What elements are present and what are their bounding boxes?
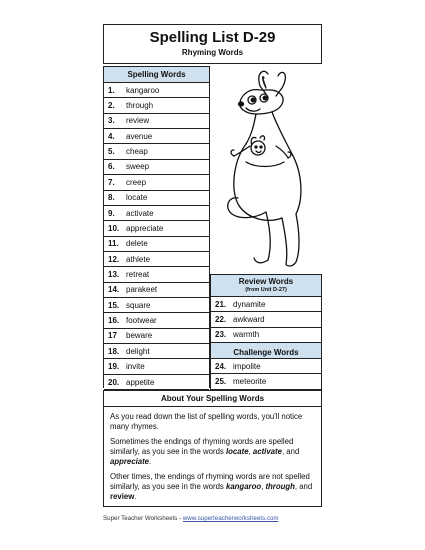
- list-item: [104, 206, 209, 221]
- item-number: 23.: [215, 330, 227, 340]
- about-box: [103, 390, 322, 507]
- item-word: dynamite: [233, 299, 266, 309]
- spelling-words-list: [104, 83, 209, 390]
- example-word: review: [110, 492, 135, 501]
- list-item: [104, 313, 209, 328]
- list-item: [104, 237, 209, 252]
- item-word: kangaroo: [126, 85, 160, 95]
- review-words-source: (from Unit D-27): [245, 287, 287, 293]
- item-word: impolite: [233, 361, 261, 371]
- item-number: 9.: [108, 208, 115, 218]
- item-number: 19.: [108, 362, 120, 372]
- item-word: parakeet: [126, 285, 158, 295]
- list-item: [211, 374, 321, 389]
- challenge-words-heading: Challenge Words: [211, 343, 321, 359]
- list-item: [104, 375, 209, 390]
- list-item: [211, 297, 321, 312]
- item-number: 10.: [108, 223, 120, 233]
- about-paragraph-3: Other times, the endings of rhyming words are not spelled similarly, as you see in the words kangaroo, through, and review.: [110, 472, 313, 501]
- kangaroo-icon: [216, 68, 322, 270]
- item-number: 24.: [215, 361, 227, 371]
- item-word: activate: [126, 208, 154, 218]
- item-number: 7.: [108, 177, 115, 187]
- example-word: locate: [226, 447, 249, 456]
- item-word: awkward: [233, 315, 265, 325]
- list-item: [104, 359, 209, 374]
- item-word: athlete: [126, 254, 151, 264]
- list-item: [104, 221, 209, 236]
- item-number: 22.: [215, 315, 227, 325]
- title-box: [103, 24, 322, 64]
- spelling-words-heading: Spelling Words: [104, 67, 209, 83]
- item-number: 5.: [108, 147, 115, 157]
- review-words-heading: [211, 275, 321, 297]
- spelling-words-table: [103, 66, 210, 388]
- example-word: activate: [252, 447, 282, 456]
- footer-text: Super Teacher Worksheets -: [103, 515, 183, 522]
- item-word: appreciate: [126, 223, 164, 233]
- footer: [103, 515, 279, 522]
- item-word: through: [126, 101, 154, 111]
- list-item: [104, 191, 209, 206]
- list-item: [104, 344, 209, 359]
- item-number: 6.: [108, 162, 115, 172]
- list-item: [104, 144, 209, 159]
- item-word: warmth: [233, 330, 260, 340]
- item-word: sweep: [126, 162, 150, 172]
- review-words-title: Review Words: [238, 277, 294, 286]
- about-paragraph-1: As you read down the list of spelling words, you'll notice many rhymes.: [110, 412, 303, 431]
- item-word: locate: [126, 193, 148, 203]
- footer-link[interactable]: www.superteacherworksheets.com: [182, 515, 279, 522]
- item-number: 2.: [108, 101, 115, 111]
- item-number: 18.: [108, 346, 120, 356]
- review-words-table: [210, 274, 322, 390]
- example-word: through: [265, 482, 295, 491]
- item-number: 25.: [215, 377, 227, 387]
- item-word: retreat: [126, 269, 150, 279]
- item-number: 12.: [108, 254, 120, 264]
- item-word: delight: [126, 346, 150, 356]
- item-number: 1.: [108, 85, 115, 95]
- page-subtitle: Rhyming Words: [181, 48, 244, 57]
- item-number: 4.: [108, 131, 115, 141]
- list-item: [104, 160, 209, 175]
- item-number: 11.: [108, 239, 119, 249]
- example-word: kangaroo: [226, 482, 262, 491]
- item-word: footwear: [126, 316, 157, 326]
- item-number: 16.: [108, 316, 120, 326]
- item-word: invite: [126, 362, 145, 372]
- item-number: 20.: [108, 377, 120, 387]
- item-word: avenue: [126, 131, 153, 141]
- item-word: creep: [126, 177, 147, 187]
- item-word: delete: [126, 239, 148, 249]
- item-number: 14.: [108, 285, 120, 295]
- list-item: [211, 359, 321, 374]
- list-item: [104, 283, 209, 298]
- item-word: cheap: [126, 147, 148, 157]
- review-words-list: [211, 297, 321, 343]
- list-item: [104, 267, 209, 282]
- page-title: Spelling List D-29: [149, 29, 276, 46]
- list-item: [104, 83, 209, 98]
- list-item: [104, 114, 209, 129]
- list-item: [104, 252, 209, 267]
- item-number: 3.: [108, 116, 115, 126]
- about-heading: About Your Spelling Words: [104, 391, 321, 407]
- list-item: [211, 312, 321, 327]
- item-number: 17: [108, 331, 117, 341]
- item-word: square: [126, 300, 151, 310]
- item-number: 21.: [215, 299, 227, 309]
- item-word: appetite: [126, 377, 155, 387]
- about-paragraph-2: Sometimes the endings of rhyming words are spelled similarly, as you see in the words locate, activate, and appreciate.: [110, 437, 300, 466]
- challenge-words-list: [211, 359, 321, 390]
- list-item: [104, 298, 209, 313]
- item-number: 13.: [108, 269, 120, 279]
- item-word: meteorite: [233, 377, 267, 387]
- list-item: [104, 329, 209, 344]
- example-word: appreciate: [110, 457, 150, 466]
- list-item: [104, 175, 209, 190]
- list-item: [104, 98, 209, 113]
- list-item: [104, 129, 209, 144]
- item-number: 8.: [108, 193, 115, 203]
- item-word: beware: [126, 331, 153, 341]
- item-word: review: [126, 116, 150, 126]
- item-number: 15.: [108, 300, 120, 310]
- list-item: [211, 328, 321, 343]
- challenge-words-section: [211, 343, 321, 390]
